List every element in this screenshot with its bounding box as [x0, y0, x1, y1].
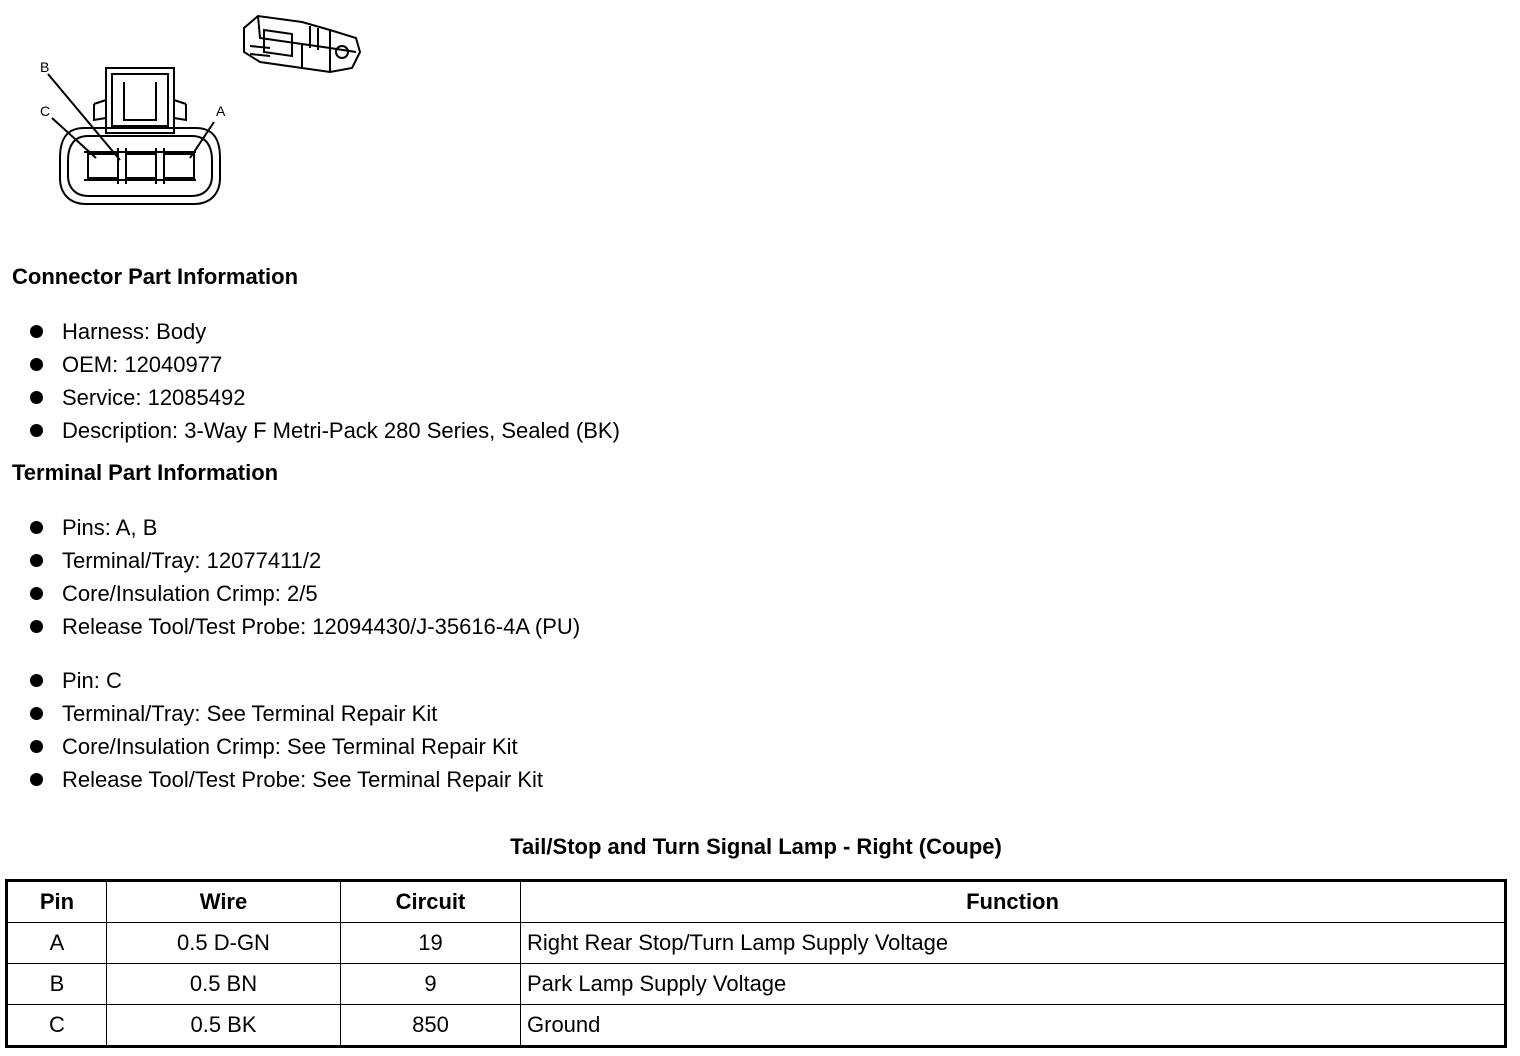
list-item: Release Tool/Test Probe: 12094430/J-35616-4A (PU) — [0, 610, 580, 643]
cell-function: Right Rear Stop/Turn Lamp Supply Voltage — [521, 923, 1506, 964]
list-item: Service: 12085492 — [0, 381, 620, 414]
pinout-table-title: Tail/Stop and Turn Signal Lamp - Right (Coupe) — [510, 834, 1002, 859]
pin-label-c: C — [40, 103, 51, 119]
connector-face-view — [60, 68, 220, 204]
cell-circuit: 850 — [341, 1005, 521, 1047]
cell-wire: 0.5 BK — [107, 1005, 341, 1047]
list-item: Core/Insulation Crimp: 2/5 — [0, 577, 580, 610]
cell-circuit: 9 — [341, 964, 521, 1005]
list-item: Terminal/Tray: 12077411/2 — [0, 544, 580, 577]
connector-drawing — [30, 8, 370, 213]
table-row — [7, 964, 1506, 1005]
header-pin: Pin — [7, 881, 107, 923]
connector-info-list — [0, 315, 620, 447]
terminal-info-list-c — [0, 664, 543, 796]
list-item: Description: 3-Way F Metri-Pack 280 Series, Sealed (BK) — [0, 414, 620, 447]
header-wire: Wire — [107, 881, 341, 923]
table-header-row — [7, 881, 1506, 923]
list-item: Pin: C — [0, 664, 543, 697]
list-item: OEM: 12040977 — [0, 348, 620, 381]
cell-function: Park Lamp Supply Voltage — [521, 964, 1506, 1005]
cell-wire: 0.5 BN — [107, 964, 341, 1005]
cell-pin: B — [7, 964, 107, 1005]
table-row — [7, 923, 1506, 964]
cell-circuit: 19 — [341, 923, 521, 964]
connector-iso-view — [244, 16, 360, 72]
list-item: Terminal/Tray: See Terminal Repair Kit — [0, 697, 543, 730]
header-function: Function — [521, 881, 1506, 923]
connector-info-title: Connector Part Information — [12, 264, 299, 289]
pin-label-b: B — [40, 59, 50, 75]
cell-pin: A — [7, 923, 107, 964]
pin-label-a: A — [216, 103, 226, 119]
list-item: Pins: A, B — [0, 511, 580, 544]
list-item: Core/Insulation Crimp: See Terminal Repair Kit — [0, 730, 543, 763]
header-circuit: Circuit — [341, 881, 521, 923]
cell-function: Ground — [521, 1005, 1506, 1047]
terminal-info-title: Terminal Part Information — [12, 460, 279, 485]
list-item: Release Tool/Test Probe: See Terminal Repair Kit — [0, 763, 543, 796]
cell-pin: C — [7, 1005, 107, 1047]
cell-wire: 0.5 D-GN — [107, 923, 341, 964]
list-item: Harness: Body — [0, 315, 620, 348]
terminal-info-list-ab — [0, 511, 580, 643]
table-row — [7, 1005, 1506, 1047]
pinout-table — [5, 879, 1507, 1048]
